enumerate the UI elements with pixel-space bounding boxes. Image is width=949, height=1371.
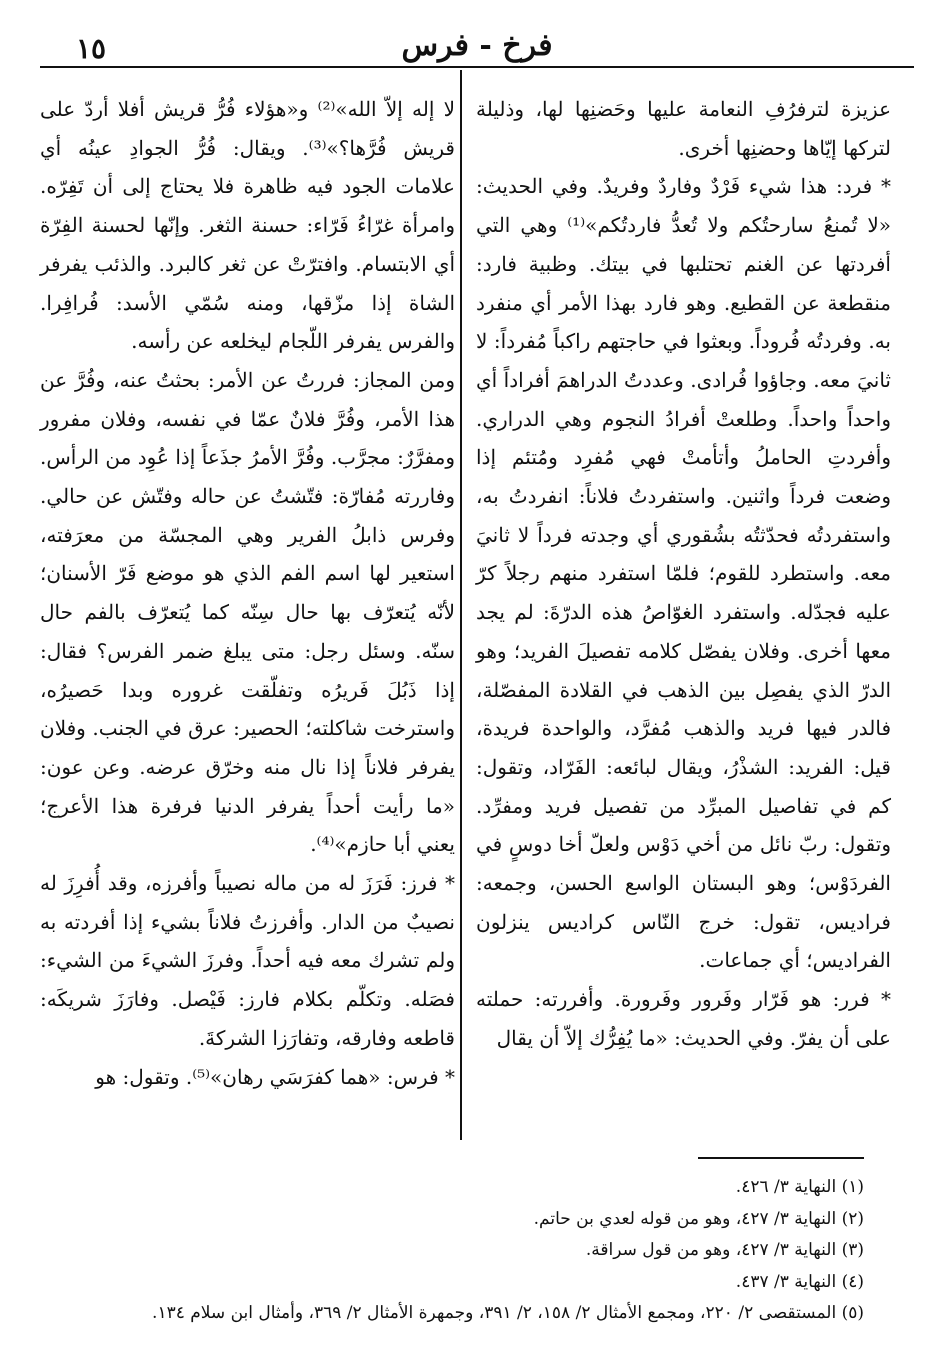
entry-farasa: * فرس: «هما كفرَسَي رهان»⁽⁵⁾. وتقول: هو — [95, 1064, 455, 1089]
footnotes — [90, 1172, 864, 1330]
column-divider — [460, 70, 462, 1140]
footnote-rule — [698, 1157, 864, 1159]
footnote: (٤) النهاية ٣/ ٤٣٧. — [735, 1271, 864, 1292]
paragraph-majaz: ومن المجاز: فررتُ عن الأمر: بحثتُ عنه، وفُرَّ عن هذا الأمر، وفُرَّ فلانٌ عمّا في نفسه، وفلان مفرور ومفرَّرٌ: مجرَّب. وفُرَّ الأمرُ جذَعاً إذا عُوِد من الرأس. وفاررته مُفارّة: فتّشتُ عن حاله وفتّش عن حالي. وفرس ذابلُ الفرير وهي المجسّة من معرَفته، استعير لها اسم الفم الذي هو موضع فَرّ الأسنان؛ لأنّه يُتعرّف بها حال سِنّه كما يُتعرّف بالفم حال سنّه. وسئل رجل: متى يبلغ ضمر الفرس؟ فقال: إذا ذَبُلَ فَريرُه وتفلّقت غروره وبدا حَصيرُه، واسترخت شاكلته؛ الحصير: عرق في الجنب. وفلان يفرفر فلاناً إذا نال منه وخرّق عرضه. وعن عون: «ما رأيت أحداً يفرفر الدنيا فرفرة هذا الأعرج؛ يعني أبا حازم»⁽⁴⁾. — [40, 367, 455, 857]
entry-farada: * فرد: هذا شيء فَرْدٌ وفاردٌ وفريدٌ. وفي الحديث: «لا تُمنعُ سارحتُكم ولا تُعدُّ فاردتُكم»⁽¹⁾ وهي التي أفردتها عن الغنم تحتلبها في بيتك. وظبية فارد: منقطعة عن القطيع. وهو فارد بهذا الأمر أي منفرد به. وفردتُه فُروداً. وبعثوا في حاجتهم راكباً مُفرداً: لا ثانيَ معه. وجاؤوا فُرادى. وعددتُ الدراهمَ أفراداً أي واحداً واحداً. وطلعتْ أفرادُ النجوم وهي الدراري. وأفردتِ الحاملُ وأتأمتْ فهي مُفرِد ومُتئم إذا وضعت فرداً واثنين. واستفردتُ فلاناً: انفردتُ به، واستفردتُه فحدّثتُه بشُقوري أي وجدته فرداً لا ثانيَ معه. واستطرد للقوم؛ فلمّا استفرد منهم رجلاً كرّ عليه فجدّله. واستفرد الغوّاصُ هذه الدرّةَ: لم يجد معها أخرى. وفلان يفصّل كلامه تفصيلَ الفريد؛ وهو الدرّ الذي يفصِل بين الذهب في القلادة المفصّلة، فالدر فيها فريد والذهب مُفرَّد، والواحدة فريدة، قيل: الفريد: الشذْرُ، ويقال لبائعه: الفَرّاد، وتقول: كم في تفاصيل المبرِّد من تفصيل فريد ومفرِّد. وتقول: ربّ نائل من أخي دَوْس ولعلّ أخا دوسٍ في الفردَوْس؛ وهو البستان الواسع الحسن، وجمعه: فراديس، تقول: خرج النّاس كراديس ينزلون الفراديس؛ أي جماعات. — [476, 174, 892, 973]
footnote: (٣) النهاية ٣/ ٤٢٧، وهو من قول سراقة. — [585, 1240, 864, 1260]
entry-farara: * فرر: هو فَرّار وفَرور وفَرورة. وأفررته: حملته على أن يفرّ. وفي الحديث: «ما يُفِرُّك إلاّ أن يقال — [476, 987, 891, 1050]
paragraph-continuation: لا إله إلاّ الله»⁽²⁾ و«هؤلاء فُرُّ قريش أفلا أردّ على قريش فُرَّها؟»⁽³⁾. ويقال: فُرُّ الجوادِ عينُه أي علامات الجود فيه ظاهرة فلا يحتاج إلى أن تَفِرّه. وامرأة غرّاءُ فَرّاء: حسنة الثغر. وإنّها لحسنة الفِرّة أي الابتسام. وافترّتْ عن ثغر كالبرد. والذئب يفرفر الشاة إذا مزّقها، ومنه سُمّي الأسد: فُرافِرا. والفرس يفرفر اللّجام ليخلعه عن رأسه. — [40, 97, 455, 354]
footnote: (٥) المستقصى ٢/ ٢٢٠، ومجمع الأمثال ٢/ ١٥٨، ٢/ ٣٩١، وجمهرة الأمثال ٢/ ٣٦٩، وأمثال ابن سلام ١٣٤. — [152, 1303, 864, 1323]
left-column — [40, 90, 455, 1096]
right-column — [476, 90, 891, 1058]
page-header — [40, 14, 914, 68]
footnote: (١) النهاية ٣/ ٤٢٦. — [735, 1177, 864, 1197]
paragraph-intro: عزيزة لترفرُفِ النعامة عليها وحَضنِها لها، وذليلة لتركها إيّاها وحضنِها أخرى. — [476, 97, 891, 160]
page-number: ١٥ — [76, 32, 107, 65]
entry-faraza: * فرز: فَرَزَ له من ماله نصيباً وأفرزه، وقد أُفرِزَ له نصيبٌ من الدار. وأفرزتُ فلاناً بشيء إذا أفردته به ولم تشرك معه فيه أحداً. وفرزَ الشيءَ من الشيء: فصَله. وتكلّم بكلام فارز: فَيْصل. وفارَزَ شريكَه: قاطعه وفارقه، وتفارَزا الشركةَ. — [40, 871, 455, 1050]
running-title: فرخ - فرس — [401, 28, 553, 63]
footnote: (٢) النهاية ٣/ ٤٢٧، وهو من قوله لعدي بن حاتم. — [533, 1208, 864, 1229]
